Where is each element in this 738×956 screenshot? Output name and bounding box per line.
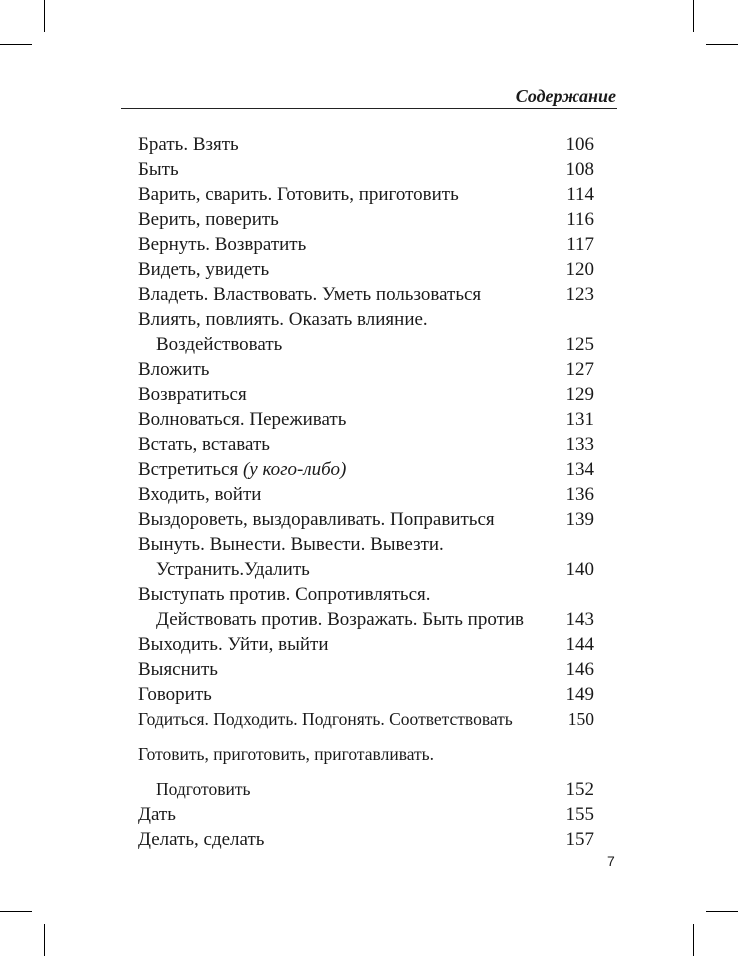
toc-entry-page: 125: [565, 334, 594, 355]
toc-entry-page: 106: [565, 134, 594, 155]
toc-entry: [138, 307, 594, 332]
toc-entry-title: Видеть, увидеть: [138, 259, 270, 280]
toc-entry-title: Выходить. Уйти, выйти: [138, 634, 329, 655]
crop-mark: [0, 911, 32, 912]
toc-entry-title: Владеть. Властвовать. Уметь пользоваться: [138, 284, 482, 305]
toc-entry-title: Возвратиться: [138, 384, 247, 405]
toc-entry-title: Устранить.Удалить: [156, 559, 310, 580]
toc-entry: [138, 632, 594, 657]
toc-entry-title: Волноваться. Переживать: [138, 409, 347, 430]
toc-entry: [138, 282, 594, 307]
toc-entry-page: 152: [565, 779, 594, 800]
toc-entry-page: 133: [565, 434, 594, 455]
toc-entry-page: 139: [565, 509, 594, 530]
toc-entry-title: Выздороветь, выздоравливать. Поправиться: [138, 509, 495, 530]
toc-entry-continuation: [138, 557, 594, 582]
toc-entry: [138, 357, 594, 382]
table-of-contents: [138, 132, 594, 852]
toc-entry: [138, 382, 594, 407]
toc-entry-page: 120: [565, 259, 594, 280]
toc-entry: [138, 827, 594, 852]
toc-entry-title: Влиять, повлиять. Оказать влияние.: [138, 309, 428, 330]
toc-entry-title: Дать: [138, 804, 176, 825]
toc-entry-page: 149: [565, 684, 594, 705]
toc-entry-page: 150: [567, 709, 594, 729]
toc-entry-title: Годиться. Подходить. Подгонять. Соответствовать: [138, 709, 513, 729]
toc-entry-page: 146: [565, 659, 594, 680]
toc-entry-page: 140: [565, 559, 594, 580]
header-rule: [121, 108, 617, 109]
toc-entry: [138, 707, 594, 732]
toc-entry: [138, 207, 594, 232]
toc-entry: [138, 132, 594, 157]
toc-entry-continuation: [138, 777, 594, 802]
toc-entry-page: 134: [565, 459, 594, 480]
crop-mark: [693, 0, 694, 32]
toc-entry-page: 157: [565, 829, 594, 850]
toc-entry-page: 117: [566, 234, 594, 255]
toc-entry-page: 136: [565, 484, 594, 505]
toc-entry-page: 155: [565, 804, 594, 825]
page-number: 7: [607, 853, 615, 869]
toc-entry-title: Варить, сварить. Готовить, приготовить: [138, 184, 459, 205]
crop-mark: [0, 44, 32, 45]
running-header-title: Содержание: [515, 86, 616, 106]
toc-entry: [138, 457, 594, 482]
toc-entry: [138, 482, 594, 507]
toc-entry-title: Вернуть. Возвратить: [138, 234, 307, 255]
toc-entry: [138, 682, 594, 707]
toc-entry: [138, 507, 594, 532]
toc-entry-title: Подготовить: [156, 779, 251, 799]
toc-entry-title: Встать, вставать: [138, 434, 270, 455]
toc-entry-title: Быть: [138, 159, 179, 180]
toc-entry-title: Выяснить: [138, 659, 218, 680]
toc-entry: [138, 407, 594, 432]
toc-entry-title: Готовить, приготовить, приготавливать.: [138, 744, 435, 764]
toc-entry: [138, 232, 594, 257]
toc-entry: [138, 432, 594, 457]
toc-entry: [138, 802, 594, 827]
toc-entry-page: 114: [566, 184, 594, 205]
toc-entry-continuation: [138, 332, 594, 357]
toc-entry-title: Верить, поверить: [138, 209, 279, 230]
toc-entry-title: Вложить: [138, 359, 210, 380]
toc-entry-title: Входить, войти: [138, 484, 262, 505]
toc-entry: [138, 742, 594, 767]
toc-entry-page: 127: [565, 359, 594, 380]
toc-entry: [138, 157, 594, 182]
toc-entry-title: [138, 457, 346, 482]
toc-entry-title: Вынуть. Вынести. Вывести. Вывезти.: [138, 534, 444, 555]
toc-entry-page: 143: [565, 609, 594, 630]
crop-mark: [706, 44, 738, 45]
toc-entry: [138, 532, 594, 557]
crop-mark: [44, 0, 45, 32]
toc-entry-title: Говорить: [138, 684, 212, 705]
toc-entry-page: 108: [565, 159, 594, 180]
toc-entry-title: Делать, сделать: [138, 829, 265, 850]
toc-entry-page: 144: [565, 634, 594, 655]
toc-entry-page: 116: [566, 209, 594, 230]
crop-mark: [706, 911, 738, 912]
toc-entry-page: 123: [565, 284, 594, 305]
toc-entry-page: 129: [565, 384, 594, 405]
toc-entry: [138, 182, 594, 207]
toc-entry-title: Воздействовать: [156, 334, 283, 355]
crop-mark: [44, 924, 45, 956]
toc-entry-main-text: Встретиться: [138, 459, 239, 480]
toc-entry: [138, 257, 594, 282]
toc-entry-page: 131: [565, 409, 594, 430]
crop-mark: [693, 924, 694, 956]
toc-entry-title: Действовать против. Возражать. Быть против: [156, 609, 525, 630]
toc-entry-title: Выступать против. Сопротивляться.: [138, 584, 431, 605]
toc-entry-continuation: [138, 607, 594, 632]
toc-entry: [138, 582, 594, 607]
toc-entry-italic-note: (у кого-либо): [242, 459, 347, 480]
toc-entry: [138, 657, 594, 682]
toc-entry-title: Брать. Взять: [138, 134, 239, 155]
